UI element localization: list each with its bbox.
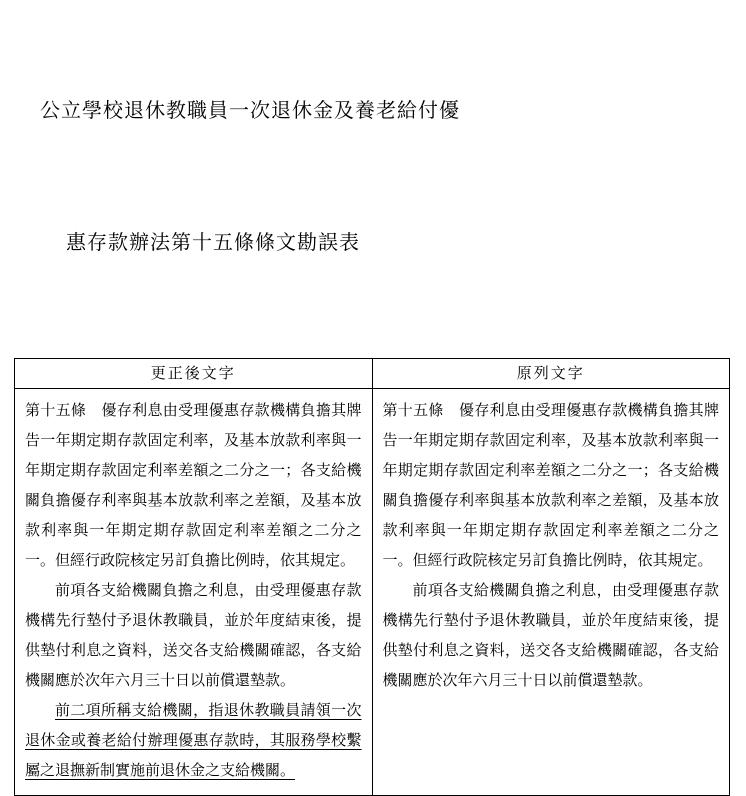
- page-title: [14, 0, 732, 352]
- page-title-line-2: 惠存款辦法第十五條條文勘誤表: [66, 230, 360, 254]
- cell-revised-text: [15, 389, 373, 796]
- revised-paragraph-1: 第十五條 優存利息由受理優惠存款機構負擔其牌告一年期定期存款固定利率，及基本放款利率與一年期定期存款固定利率差額之二分之一；各支給機關負擔優存利率與基本放款利率之差額，及基本放款利率與一年期定期存款固定利率差額之二分之一。但經行政院核定另訂負擔比例時，依其規定。: [25, 401, 362, 569]
- column-header-original: 原列文字: [372, 359, 730, 389]
- table-header-row: [15, 359, 730, 389]
- table-row: [15, 389, 730, 796]
- revised-paragraph-3: 前二項所稱支給機關，指退休教職員請領一次退休金或養老給付辦理優惠存款時，其服務學校繫屬之退撫新制實施前退休金之支給機關。: [25, 701, 362, 779]
- column-header-revised: 更正後文字: [15, 359, 373, 389]
- errata-table: [14, 358, 730, 796]
- cell-original-text: [372, 389, 730, 796]
- page-title-line-1: 公立學校退休教職員一次退休金及養老給付優: [40, 98, 460, 122]
- original-paragraph-1: 第十五條 優存利息由受理優惠存款機構負擔其牌告一年期定期存款固定利率，及基本放款利率與一年期定期存款固定利率差額之二分之一；各支給機關負擔優存利率與基本放款利率之差額，及基本放款利率與一年期定期存款固定利率差額之二分之一。但經行政院核定另訂負擔比例時，依其規定。: [382, 401, 719, 569]
- revised-paragraph-2: 前項各支給機關負擔之利息，由受理優惠存款機構先行墊付予退休教職員，並於年度結束後，提供墊付利息之資料，送交各支給機關確認，各支給機關應於次年六月三十日以前償還墊款。: [25, 581, 362, 689]
- original-paragraph-2: 前項各支給機關負擔之利息，由受理優惠存款機構先行墊付予退休教職員，並於年度結束後，提供墊付利息之資料，送交各支給機關確認，各支給機關應於次年六月三十日以前償還墊款。: [382, 581, 719, 689]
